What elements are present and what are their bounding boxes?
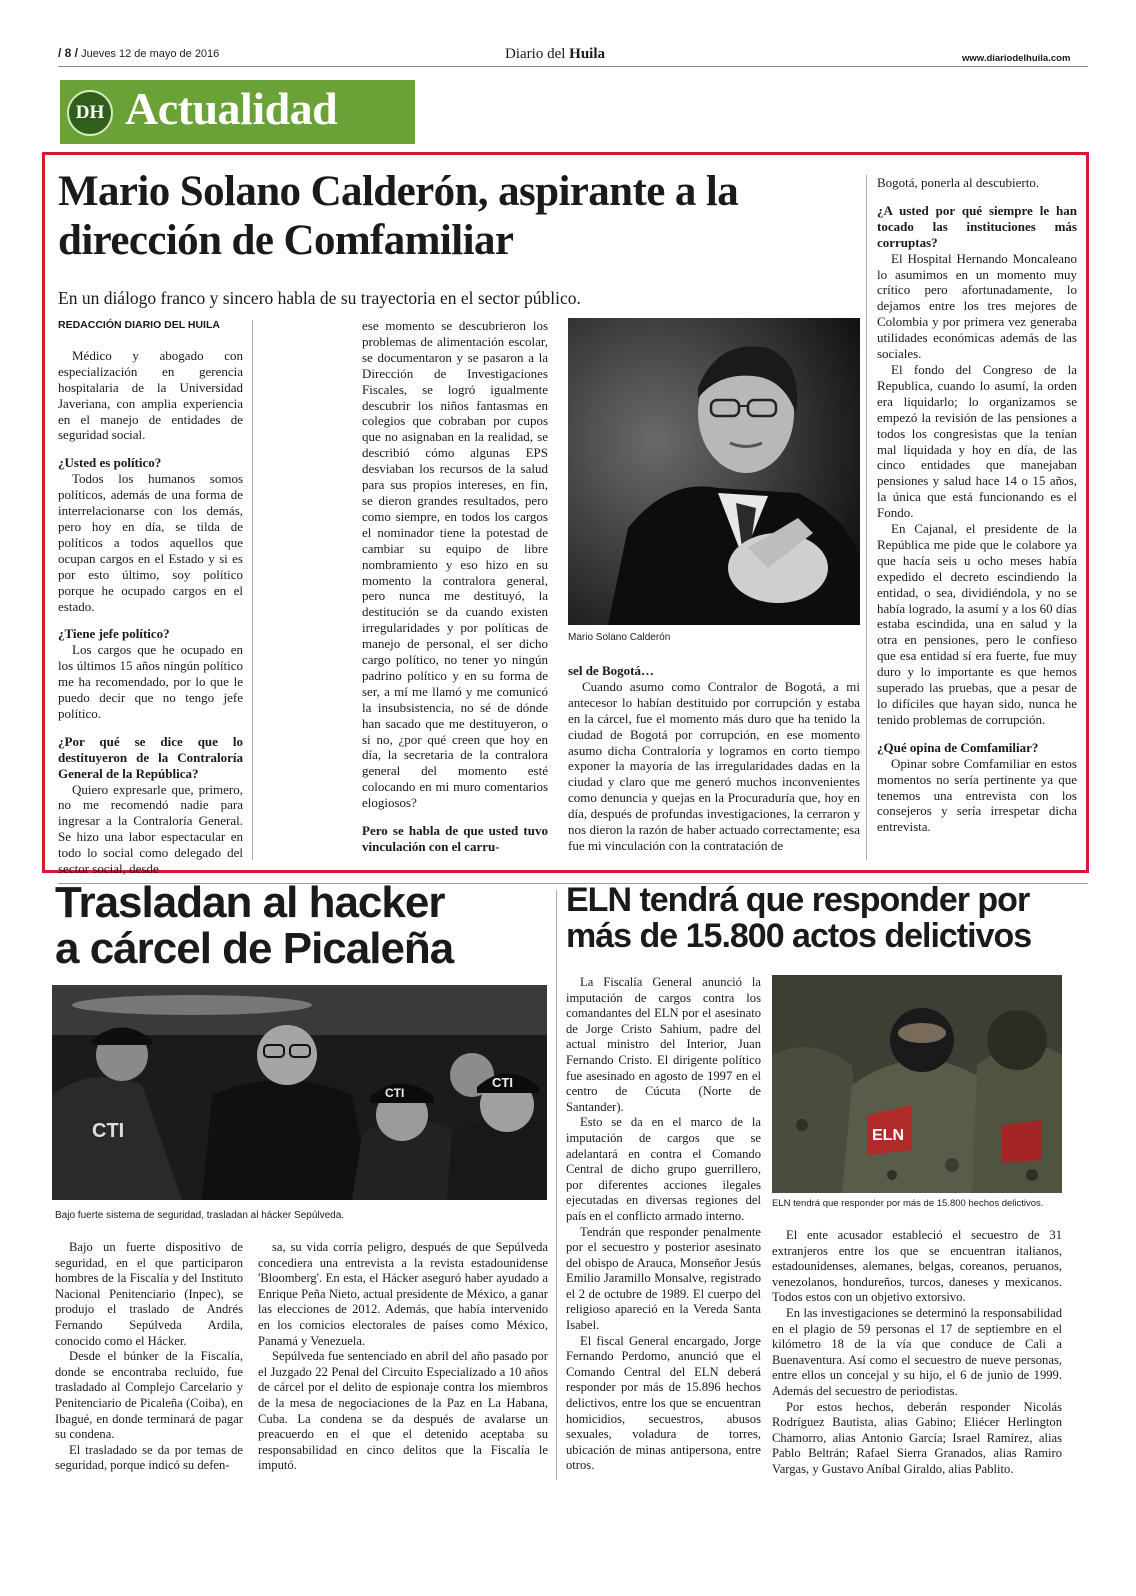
article-column-2	[362, 318, 548, 855]
website-url[interactable]: www.diariodelhuila.com	[962, 53, 1071, 64]
eln-photo-caption: ELN tendrá que responder por más de 15.800 hechos delictivos.	[772, 1198, 1044, 1209]
newspaper-name-bold: Huila	[569, 46, 606, 62]
newspaper-name	[505, 46, 605, 63]
issue-date: Jueves 12 de mayo de 2016	[81, 48, 220, 60]
paragraph: En las investigaciones se determinó la responsabilidad en el plagio de 59 personas el 17 de septiembre en el kilómetro 18 de la vía que conduce de Cali a Buenaventura. Así como el secuestro de nueve personas, entre ellos un concejal y su hijo, el 6 de junio de 1999. Además del secuestro de periodistas.	[772, 1305, 1062, 1398]
hacker-headline-line2: a cárcel de Picaleña	[55, 924, 454, 973]
hacker-photo-caption: Bajo fuerte sistema de seguridad, trasladan al hácker Sepúlveda.	[55, 1210, 345, 1221]
paragraph: El fondo del Congreso de la Republica, cuando lo asumí, la orden era liquidarlo; lo organizamos se empezó la revisión de las pensiones a todos los congresistas que la tenían mal liquidada y hoy en día, de las cinco entidades que manejaban pensiones y salud hace 14 o 15 años, la única que está funcionando es el Fondo.	[877, 361, 1077, 521]
eln-headline-line2: más de 15.800 actos delictivos	[566, 917, 1032, 955]
paragraph: Sepúlveda fue sentenciado en abril del año pasado por el Juzgado 22 Penal del Circuito Especializado a 10 años de cárcel por el delito de espionaje contra los miembros de la mesa de negociaciones de la Paz en La Habana, Cuba. La condena se da después de avalarse un preacuerdo en el que el detenido aceptaba su responsabilidad en cinco delitos que la Fiscalía le imputó.	[258, 1349, 548, 1473]
cti-cap-text-1: CTI	[385, 1086, 405, 1100]
paragraph: Quiero expresarle que, primero, no me recomendó nadie para ingresar a la Contraloría General. Se hizo una labor espectacular en todo lo social como delegado del sector social, desde	[58, 781, 243, 877]
hacker-headline	[55, 880, 453, 972]
newspaper-name-light: Diario del	[505, 46, 570, 62]
portrait-caption: Mario Solano Calderón	[568, 632, 671, 643]
eln-headline-line1: ELN tendrá que responder por	[566, 881, 1030, 919]
hacker-column-2	[258, 1240, 548, 1474]
paragraph: Tendrán que responder penalmente por el secuestro y posterior asesinato del obispo de Arauca, Monseñor Jesús Emilio Jaramillo Monsalve, registrado el 2 de octubre de 1989. El cuerpo del religioso apareció en la Vereda Santa Isabel.	[566, 1224, 761, 1333]
section-title: Actualidad	[125, 83, 338, 134]
eln-guerrilla-illustration	[772, 975, 1062, 1193]
paragraph: En Cajanal, el presidente de la República me pide que le colabore ya que hacía seis u ocho meses había expedido el decreto escindiendo la entidad, o sea, dividiéndola, y no se había logrado, la asumí y a los 60 días estaba escindida, una en salud y la otra en pensiones, pero le confieso que esa entidad sí era fuerte, fue muy duro y lo importante es que hemos superado las pruebas, que a pesar de lo difíciles que hayan sido, nunca he tenido problemas de corrupción.	[877, 521, 1077, 727]
paragraph: Esto se da en el marco de la imputación de cargos que se adelantará en contra el Comando Central de dicho grupo guerrillero, por diferentes acciones ilegales ejecutadas en diversas regiones del país en el conflicto armado interno.	[566, 1115, 761, 1223]
interview-question: Pero se habla de que usted tuvo vinculación con el carru-	[362, 823, 548, 854]
paragraph: La Fiscalía General anunció la imputación de cargos contra los comandantes del ELN por el asesinato de Jorge Cristo Sahium, padre del actual ministro del Interior, Juan Fernando Cristo. El dirigente político fue asesinado en agosto de 1997 en el centro de Cúcuta (Norte de Santander).	[566, 975, 761, 1114]
eln-flag-marking: ELN	[872, 1127, 904, 1144]
eln-column-1	[566, 975, 761, 1474]
article-deck: En un diálogo franco y sincero habla de su trayectoria en el sector público.	[58, 288, 581, 308]
interview-question: ¿Usted es político?	[58, 455, 162, 471]
hacker-headline-line1: Trasladan al hacker	[55, 878, 445, 927]
paragraph: Por estos hechos, deberán responder Nicolás Rodríguez Bautista, alias Gabino; Eliécer Herlington Chamorro, alias Antonio García; Israel Ramírez, alias Pablo Beltrán; Rafael Sierra Granados, alias Ramiro Vargas, y Gustavo Aníbal Giraldo, alias Pablito.	[772, 1399, 1062, 1476]
paragraph: El ente acusador estableció el secuestro de 31 extranjeros entre los que se encuentran italianos, estadounidenses, alemanes, belgas, coreanos, peruanos, venezolanos, hondureños, turcos, daneses y mexicanos. Todos estos con un objetivo extorsivo.	[772, 1228, 1062, 1305]
paragraph: Todos los humanos somos políticos, además de una forma de interrelacionarse con los demás, pero hoy en día, se tilda de políticos a todos aquellos que ocupan cargos en el Estado y si es por esto último, soy político porque he ocupado cargos en el estado.	[58, 471, 243, 614]
paragraph: ese momento se descubrieron los problemas de alimentación escolar, se documentaron y se pasaron a la Dirección de Investigaciones Fiscales, se logró igualmente descubrir los niños fantasmas en colegios que cobraban por cupos que no asignaban en la realidad, se describió cómo algunas EPS desviaban los recursos de la salud para sus propios intereses, en fin, se dieron grandes resultados, pero como siempre, en todos los cargos el nominador tiene la potestad de cambiar su equipo de libre nombramiento y eso hizo en su momento la contralora general, pero nunca me destituyó, la destitución se da cuando existen irregularidades y por políticas de manejo de personal, el ser dicho cargo político, no tener yo ningún padrino político y en su forma de ser, a mí me llamó y me comunicó la insubsistencia, no sé de dónde han sacado que me destituyeron, o si no, ¿por qué creen que hoy en día, la secretaria de la contralora general del momento esté colocando en mi muro comentarios elogiosos?	[362, 318, 548, 811]
paragraph: Médico y abogado con especialización en gerencia hospitalaria de la Universidad Javeriana, con amplia experiencia en el manejo de entidades de seguridad social.	[58, 347, 243, 443]
paragraph: sa, su vida corría peligro, después de que Sepúlveda concediera una entrevista a la revista estadounidense 'Bloomberg'. En esta, el Hácker aseguró haber ayudado a Enrique Peña Nieto, actual presidente de México, a ganar las elecciones de 2012. Además, que había intervenido en los comicios electorales de países como México, Panamá y Venezuela.	[258, 1240, 548, 1348]
eln-guerrilla-photo	[772, 975, 1062, 1193]
paragraph: Cuando asumo como Contralor de Bogotá, a mi antecesor lo habían destituido por corrupción y estaba en la cárcel, fue el momento más duro que ha tenido la ciudad de Bogotá por corrupción, en ese momento asumo dicha Contraloría y logramos en corto tiempo exponer la mayoría de las irregularidades dadas en la ciudad y claro que me generó muchos inconvenientes como denuncia y quejas en la Procuraduría que, hoy en día, después de profundas investigaciones, la cerraron y nos dieron la razón de haber actuado correctamente; esa fue mi vinculación con la contratación de	[568, 678, 860, 853]
eln-column-2	[772, 1228, 1062, 1478]
column-divider-right	[866, 175, 867, 860]
article-column-3	[568, 663, 860, 854]
article-column-1	[58, 318, 243, 877]
page-number-date	[58, 46, 219, 60]
interview-question: ¿Qué opina de Comfamiliar?	[877, 739, 1039, 755]
hacker-transfer-illustration	[52, 985, 547, 1200]
portrait-photo	[568, 318, 860, 625]
column-divider	[252, 320, 253, 860]
cti-vest-text-1: CTI	[92, 1120, 125, 1142]
cti-cap-text-2: CTI	[492, 1075, 513, 1090]
interview-question: sel de Bogotá…	[568, 663, 654, 678]
hacker-column-1	[55, 1240, 243, 1474]
hacker-transfer-photo	[52, 985, 547, 1200]
portrait-illustration	[568, 318, 860, 625]
interview-question: ¿Por qué se dice que lo destituyeron de la Contraloría General de la República?	[58, 733, 243, 781]
paragraph: Bajo un fuerte dispositivo de seguridad, en el que participaron hombres de la Fiscalía y del Instituto Nacional Penitenciario (Inpec), se produjo el traslado de Andrés Fernando Sepúlveda Ardila, conocido como el Hácker.	[55, 1240, 243, 1348]
article-column-4	[877, 175, 1077, 835]
article-headline: Mario Solano Calderón, aspirante a la dirección de Comfamiliar	[58, 168, 739, 264]
interview-question: ¿A usted por qué siempre le han tocado las instituciones más corruptas?	[877, 202, 1077, 250]
paragraph: Los cargos que he ocupado en los últimos 15 años ningún político me ha recomendado, por lo que le puedo decir que no tengo jefe político.	[58, 642, 243, 721]
dh-logo: DH	[67, 90, 113, 136]
header-rule	[58, 66, 1088, 67]
paragraph: Bogotá, ponerla al descubierto.	[877, 175, 1040, 190]
eln-headline	[566, 882, 1031, 954]
byline: REDACCIÓN DIARIO DEL HUILA	[58, 319, 220, 331]
paragraph: El trasladado se da por temas de seguridad, porque indicó su defen-	[55, 1442, 243, 1473]
paragraph: El fiscal General encargado, Jorge Fernando Perdomo, anunció que el Comando Central del ELN deberá responder por más de 15.896 hechos delictivos, entre los que se encuentran homicidios, secuestros, abusos sexuales, voladura de torres, ubicación de minas antipersona, entre otros.	[566, 1333, 761, 1473]
page-number: / 8 /	[58, 46, 79, 60]
paragraph: Desde el búnker de la Fiscalía, donde se encontraba recluido, fue trasladado al Complejo Carcelario y Penitenciario de Picaleña (Coiba), en Ibagué, en donde terminará de pagar su condena.	[55, 1349, 243, 1442]
paragraph: El Hospital Hernando Moncaleano lo asumimos en un momento muy crítico pero afortunadamente, lo dejamos entre los tres mejores de Colombia y por primera vez generaba utilidades económicas además de las sociales.	[877, 250, 1077, 362]
article-divider	[556, 890, 557, 1480]
paragraph: Opinar sobre Comfamiliar en estos momentos no sería pertinente ya que tenemos una entrevista con los consejeros y sería irrespetar dicha entrevista.	[877, 755, 1077, 835]
interview-question: ¿Tiene jefe político?	[58, 626, 170, 642]
